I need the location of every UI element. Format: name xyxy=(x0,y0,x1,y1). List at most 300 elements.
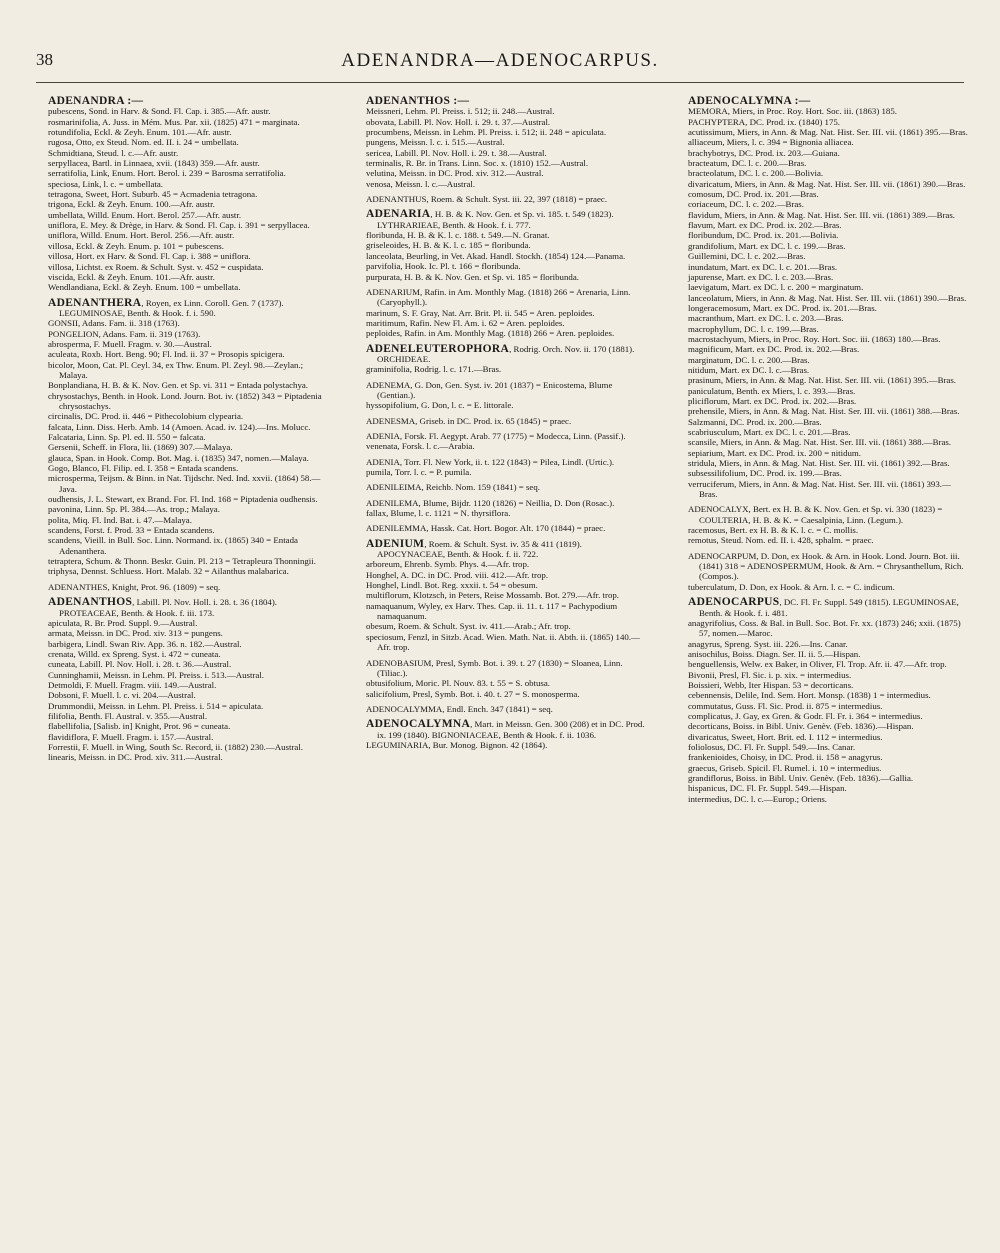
line-text: divaricatus, Sweet, Hort. Brit. ed. I. 112 = intermedius. xyxy=(688,731,883,742)
line-text: apiculata, R. Br. Prod. Suppl. 9.—Austral. xyxy=(48,617,198,628)
entry-line xyxy=(688,458,968,468)
line-text: inundatum, Mart. ex DC. l. c. 201.—Bras. xyxy=(688,261,838,272)
line-text: hispanicus, DC. Fl. Fr. Suppl. 549.—Hispan. xyxy=(688,783,847,794)
entry-line xyxy=(48,494,328,504)
line-text: griseleoides, H. B. & K. l. c. 185 = floribunda. xyxy=(366,240,531,251)
entry-line xyxy=(48,220,328,230)
line-text: falcata, Linn. Diss. Herb. Amb. 14 (Amoen. Acad. iv. 124).—Ins. Molucc. xyxy=(48,421,311,432)
entry-line xyxy=(688,313,968,323)
entry-line xyxy=(48,199,328,209)
line-text: Labill. Pl. Nov. Holl. i. 28. t. 36 (1804). PROTEACEAE, Benth. & Hook. f. iii. 173. xyxy=(59,597,278,618)
line-text: Meissneri, Lehm. Pl. Preiss. i. 512; ii. 248.—Austral. xyxy=(366,106,555,117)
line-text: uniflora, E. Mey. & Drège, in Harv. & Sond. Fl. Cap. i. 391 = serpyllacea. xyxy=(48,220,310,231)
line-text: lanceolatum, Miers, in Ann. & Mag. Nat. Hist. Ser. III. vii. (1861) 390.—Bras. xyxy=(688,292,967,303)
line-text: speciosum, Fenzl, in Sitzb. Acad. Wien. Math. Nat. ii. Abth. ii. (1865) 140.—Afr. trop. xyxy=(366,631,640,653)
line-text: intermedius, DC. l. c.—Europ.; Oriens. xyxy=(688,793,828,804)
entry-line xyxy=(48,262,328,272)
entry-line xyxy=(48,442,328,452)
line-text: parvifolia, Hook. Ic. Pl. t. 166 = floribunda. xyxy=(366,261,521,272)
line-text: aculeata, Roxb. Hort. Beng. 90; Fl. Ind. ii. 37 = Prosopis spicigera. xyxy=(48,349,285,360)
entry xyxy=(354,498,646,519)
entry-line xyxy=(366,508,646,518)
line-text: serratifolia, Link, Enum. Hort. Berol. i. 239 = Barosma serratifolia. xyxy=(48,168,286,179)
line-text: terminalis, R. Br. in Trans. Linn. Soc. x. (1810) 152.—Austral. xyxy=(366,158,589,169)
line-text: macrostachyum, Miers, in Proc. Roy. Hort. Soc. iii. (1863) 180.—Bras. xyxy=(688,333,941,344)
line-text: arboreum, Ehrenb. Symb. Phys. 4.—Afr. trop. xyxy=(366,559,530,570)
line-text: villosa, Hort. ex Harv. & Sond. Fl. Cap. i. 388 = uniflora. xyxy=(48,251,251,262)
entry-line xyxy=(48,732,328,742)
line-text: Gogo, Blanco, Fl. Filip. ed. I. 358 = Entada scandens. xyxy=(48,463,239,474)
entry-line xyxy=(688,582,968,592)
entry-line xyxy=(688,334,968,344)
line-text: marinum, S. F. Gray, Nat. Arr. Brit. Pl. ii. 545 = Aren. peploides. xyxy=(366,307,595,318)
entry-line: ADENARIA, H. B. & K. Nov. Gen. et Sp. vi. 185. t. 549 (1823). LYTHRARIEAE, Benth. & Hook. f. i. 777. xyxy=(366,208,614,230)
entry-line xyxy=(48,179,328,189)
entry-line xyxy=(366,364,646,374)
line-text: Guillemini, DC. l. c. 202.—Bras. xyxy=(688,251,806,262)
entry-line xyxy=(366,689,646,699)
entry-line xyxy=(48,453,328,463)
entry-line xyxy=(48,525,328,535)
line-text: ADENILEMA, Blume, Bijdr. 1120 (1826) = Neillia, D. Don (Rosac.). xyxy=(366,497,615,508)
line-text: Schmidtiana, Steud. l. c.—Afr. austr. xyxy=(48,147,179,158)
line-text: Boissieri, Webb, Iter Hispan. 53 = decorticans. xyxy=(688,679,854,690)
entry-line xyxy=(48,241,328,251)
line-text: flavidiflora, F. Muell. Fragm. i. 157.—Austral. xyxy=(48,731,214,742)
entry-line xyxy=(366,740,646,750)
entry-line xyxy=(48,391,328,412)
entry-line xyxy=(688,525,968,535)
entry-line xyxy=(688,210,968,220)
line-text: divaricatum, Miers, in Ann. & Mag. Nat. Hist. Ser. III. vii. (1861) 390.—Bras. xyxy=(688,178,966,189)
line-text: barbigera, Lindl. Swan Riv. App. 36. n. 182.—Austral. xyxy=(48,638,242,649)
line-text: macrophyllum, DC. l. c. 199.—Bras. xyxy=(688,323,819,334)
line-text: Honghel, Lindl. Bot. Reg. xxxii. t. 54 = obesum. xyxy=(366,580,538,591)
line-text: sericea, Labill. Pl. Nov. Holl. i. 29. t. 38.—Austral. xyxy=(366,147,547,158)
entry-line xyxy=(366,457,646,467)
entry-line xyxy=(688,618,968,639)
line-text: longeracemosum, Mart. ex DC. Prod. ix. 201.—Bras. xyxy=(688,302,877,313)
line-text: ADENANTHES, Knight, Prot. 96. (1809) = seq. xyxy=(48,581,221,592)
line-text: velutina, Meissn. in DC. Prod. xiv. 312.—Austral. xyxy=(366,168,544,179)
entry xyxy=(354,380,646,411)
entry-line xyxy=(688,168,968,178)
line-text: pubescens, Sond. in Harv. & Sond. Fl. Cap. i. 385.—Afr. austr. xyxy=(48,106,271,117)
line-text: polita, Miq. Fl. Ind. Bat. i. 47.—Malaya. xyxy=(48,514,192,525)
entry-line xyxy=(688,551,968,582)
entry-line xyxy=(366,272,646,282)
entry-line xyxy=(366,523,646,533)
entry-line xyxy=(366,441,646,451)
line-text: racemosus, Bert. ex H. B. & K. l. c. = C. mollis. xyxy=(688,525,859,536)
line-text: uniflora, Willd. Enum. Hort. Berol. 256.—Afr. austr. xyxy=(48,230,235,241)
line-text: namaquanum, Wyley, ex Harv. Thes. Cap. ii. 11. t. 117 = Pachypodium namaquanum. xyxy=(366,600,618,622)
line-text: floribunda, H. B. & K. l. c. 188. t. 549.—N. Granat. xyxy=(366,230,550,241)
line-text: ADENOCALYX, Bert. ex H. B. & K. Nov. Gen. et Sp. vi. 330 (1823) = COULTERIA, H. B. & K. = Caesalpinia, Linn. (Legum.). xyxy=(688,504,943,525)
entry-line xyxy=(366,230,646,240)
entry-line xyxy=(48,422,328,432)
line-text: Cunninghamii, Meissn. in Lehm. Pl. Preiss. i. 513.—Austral. xyxy=(48,669,264,680)
entry-line xyxy=(366,127,646,137)
line-text: Gersenii, Scheff. in Flora, lii. (1869) 307.—Malaya. xyxy=(48,442,233,453)
line-text: bracteatum, DC. l. c. 200.—Bras. xyxy=(688,158,807,169)
line-text: benguellensis, Welw. ex Baker, in Oliver, Fl. Trop. Afr. ii. 47.—Afr. trop. xyxy=(688,659,947,670)
line-text: ADENIA, Torr. Fl. New York, ii. t. 122 (1843) = Pilea, Lindl. (Urtic.). xyxy=(366,456,615,467)
line-text: magnificum, Mart. ex DC. Prod. ix. 202.—Bras. xyxy=(688,344,860,355)
line-text: purpurata, H. B. & K. Nov. Gen. et Sp. vi. 185 = floribunda. xyxy=(366,271,579,282)
entry-line xyxy=(688,272,968,282)
headword: ADENOCALYMNA :— xyxy=(688,95,811,107)
entry-line xyxy=(48,721,328,731)
entry-line xyxy=(48,411,328,421)
entry-line xyxy=(688,251,968,261)
line-text: oudhensis, J. L. Stewart, ex Brand. For. Fl. Ind. 168 = Piptadenia oudhensis. xyxy=(48,494,318,505)
entry-line xyxy=(48,504,328,514)
entry-line xyxy=(688,199,968,209)
line-text: procumbens, Meissn. in Lehm. Pl. Preiss. i. 512; ii. 248 = apiculata. xyxy=(366,127,607,138)
entry-line xyxy=(688,375,968,385)
line-text: pungens, Meissn. l. c. i. 515.—Austral. xyxy=(366,137,505,148)
header-rule xyxy=(36,82,964,83)
entry-line xyxy=(48,659,328,669)
line-text: cuneata, Labill. Pl. Nov. Holl. i. 28. t. 36.—Austral. xyxy=(48,659,232,670)
line-text: ADENILEIMA, Reichb. Nom. 159 (1841) = seq. xyxy=(366,482,540,493)
entry-line xyxy=(366,287,646,308)
entry-line xyxy=(688,396,968,406)
entry-line xyxy=(688,179,968,189)
entry-line xyxy=(688,324,968,334)
line-text: acutissimum, Miers, in Ann. & Mag. Nat. Hist. Ser. III. vii. (1861) 395.—Bras. xyxy=(688,127,968,138)
line-text: Forrestii, F. Muell. in Wing, South Sc. Record, ii. (1882) 230.—Austral. xyxy=(48,741,303,752)
line-text: frankenioides, Choisy, in DC. Prod. ii. 158 = anagyrus. xyxy=(688,752,883,763)
line-text: microsperma, Teijsm. & Binn. in Nat. Tijdschr. Ned. Ind. xxvii. (1864) 58.—Java. xyxy=(48,473,321,494)
entry-line xyxy=(366,96,646,106)
entry-line xyxy=(688,365,968,375)
entry-line xyxy=(366,318,646,328)
entry-line xyxy=(48,127,328,137)
entry-line xyxy=(688,659,968,669)
line-text: rugosa, Otto, ex Steud. Nom. ed. II. i. 24 = umbellata. xyxy=(48,137,239,148)
entry-line xyxy=(48,282,328,292)
entry-line xyxy=(366,117,646,127)
line-text: foliolosus, DC. Fl. Fr. Suppl. 549.—Ins. Canar. xyxy=(688,741,856,752)
entry xyxy=(676,597,968,804)
entry-line xyxy=(366,328,646,338)
entry-line xyxy=(688,690,968,700)
line-text: peploides, Rafin. in Am. Monthly Mag. (1818) 266 = Aren. peploides. xyxy=(366,328,615,339)
running-title: ADENANDRA—ADENOCARPUS. xyxy=(341,50,659,71)
entry-line: ADENOCALYMNA, Mart. in Meissn. Gen. 300 (208) et in DC. Prod. ix. 199 (1840). BIGNONIACEAE, Benth & Hook. f. ii. 1036. xyxy=(366,718,645,740)
headword: ADENANDRA :— xyxy=(48,95,144,107)
entry-line xyxy=(688,189,968,199)
line-text: ADENOBASIUM, Presl, Symb. Bot. i. 39. t. 27 (1830) = Sloanea, Linn. (Tiliac.). xyxy=(366,657,623,678)
entry-line xyxy=(48,582,328,592)
entry-line xyxy=(688,752,968,762)
line-text: flavum, Mart. ex DC. Prod. ix. 202.—Bras. xyxy=(688,220,842,231)
entry-line xyxy=(688,106,968,116)
line-text: multiflorum, Klotzsch, in Peters, Reise Mossamb. Bot. 279.—Afr. trop. xyxy=(366,590,620,601)
line-text: tetraptera, Schum. & Thonn. Beskr. Guin. Pl. 213 = Tetrapleura Thonningii. xyxy=(48,556,316,567)
entry xyxy=(354,457,646,478)
line-text: viscida, Eckl. & Zeyh. Enum. 101.—Afr. austr. xyxy=(48,271,215,282)
entry xyxy=(676,551,968,592)
headword: ADENANTHOS :— xyxy=(366,95,470,107)
entry-line: ADENANTHOS, Labill. Pl. Nov. Holl. i. 28. t. 36 (1804). PROTEACEAE, Benth. & Hook. f. iii. 173. xyxy=(48,596,278,618)
entry-line xyxy=(48,752,328,762)
entry-line xyxy=(366,106,646,116)
entry-line xyxy=(48,463,328,473)
entry-line xyxy=(48,329,328,339)
entry-line xyxy=(688,303,968,313)
line-text: Bonplandiana, H. B. & K. Nov. Gen. et Sp. vi. 311 = Entada polystachya. xyxy=(48,380,309,391)
entry xyxy=(354,416,646,426)
entry-line xyxy=(366,240,646,250)
entry-line xyxy=(366,179,646,189)
entry-line xyxy=(688,479,968,500)
line-text: H. B. & K. Nov. Gen. et Sp. vi. 185. t. 549 (1823). LYTHRARIEAE, Benth. & Hook. f. i. 777. xyxy=(377,209,614,230)
line-text: linearis, Meissn. in DC. Prod. xiv. 311.—Austral. xyxy=(48,752,223,763)
entry-line xyxy=(688,468,968,478)
entry-line xyxy=(48,639,328,649)
entry-line xyxy=(48,230,328,240)
line-text: scabriusculum, Mart. ex DC. l. c. 201.—Bras. xyxy=(688,427,851,437)
line-text: obtusifolium, Moric. Pl. Nouv. 83. t. 55 = S. obtusa. xyxy=(366,678,550,689)
entry-line xyxy=(688,783,968,793)
entry xyxy=(354,482,646,492)
line-text: grandiflorus, Boiss. in Bibl. Univ. Genèv. (Feb. 1836).—Gallia. xyxy=(688,773,914,783)
entry-line xyxy=(688,639,968,649)
line-text: maritimum, Rafin. New Fl. Am. i. 62 = Aren. peploides. xyxy=(366,317,565,328)
entry-line xyxy=(366,590,646,600)
line-text: Falcataria, Linn. Sp. Pl. ed. II. 550 = falcata. xyxy=(48,432,206,442)
line-text: prehensile, Miers, in Ann. & Mag. Nat. Hist. Ser. III. vii. (1861) 388.—Bras. xyxy=(688,406,960,417)
entry xyxy=(354,287,646,339)
page-number: 38 xyxy=(36,50,53,69)
entry-line xyxy=(366,308,646,318)
line-text: bracteolatum, DC. l. c. 200.—Bolivia. xyxy=(688,168,824,179)
entry xyxy=(354,523,646,533)
line-text: complicatus, J. Gay, ex Gren. & Godr. Fl. Fr. i. 364 = intermedius. xyxy=(688,710,923,721)
line-text: graminifolia, Rodrig. l. c. 171.—Bras. xyxy=(366,364,502,375)
entry-line xyxy=(688,355,968,365)
entry-line xyxy=(366,570,646,580)
line-text: stridula, Miers, in Ann. & Mag. Nat. Hist. Ser. III. vii. (1861) 392.—Bras. xyxy=(688,458,950,469)
entry-line xyxy=(366,194,646,204)
line-text: flabellifolia, [Salisb. in] Knight, Prot. 96 = cuneata. xyxy=(48,721,231,732)
headword: ADENANTHOS xyxy=(48,596,133,609)
column-right xyxy=(676,96,968,809)
entry-line xyxy=(48,670,328,680)
entry xyxy=(36,298,328,577)
entry-line xyxy=(688,742,968,752)
entry-line xyxy=(688,293,968,303)
entry-line xyxy=(688,137,968,147)
entry-line xyxy=(48,148,328,158)
line-text: Royen, ex Linn. Coroll. Gen. 7 (1737). LEGUMINOSAE, Benth. & Hook. f. i. 590. xyxy=(59,297,284,318)
line-text: anagyrus, Spreng. Syst. iii. 226.—Ins. Canar. xyxy=(688,638,848,649)
entry-line xyxy=(366,632,646,653)
line-text: floribundum, DC. Prod. ix. 201.—Bolivia. xyxy=(688,230,839,241)
entry-line xyxy=(688,220,968,230)
entry-line xyxy=(48,210,328,220)
entry-line xyxy=(366,498,646,508)
entry-line xyxy=(48,189,328,199)
entry-line xyxy=(48,515,328,525)
entry-line xyxy=(688,148,968,158)
entry xyxy=(36,597,328,763)
line-text: nitidum, Mart. ex DC. l. c.—Bras. xyxy=(688,364,810,375)
entry-line xyxy=(48,251,328,261)
line-text: Dobsoni, F. Muell. l. c. vi. 204.—Austral. xyxy=(48,690,196,701)
headword: ADENANTHERA xyxy=(48,296,142,309)
line-text: Roem. & Schult. Syst. iv. 35 & 411 (1819). APOCYNACEAE, Benth. & Hook. f. ii. 722. xyxy=(377,538,582,560)
line-text: Honghel, A. DC. in DC. Prod. viii. 412.—Afr. trop. xyxy=(366,569,549,580)
entry-line xyxy=(366,380,646,401)
line-text: hyssopifolium, G. Don, l. c. = E. littorale. xyxy=(366,400,514,411)
line-text: prasinum, Miers, in Ann. & Mag. Nat. Hist. Ser. III. vii. (1861) 395.—Bras. xyxy=(688,375,956,386)
entry-line xyxy=(688,96,968,106)
entry-line xyxy=(48,349,328,359)
line-text: ADENOCARPUM, D. Don, ex Hook. & Arn. in Hook. Lond. Journ. Bot. iii. (1841) 318 = ADENOSPERMUM, Hook. & Arn. = Chrysanthellum, Rich. (Compos.). xyxy=(688,550,964,582)
entry-line xyxy=(48,117,328,127)
entry xyxy=(676,96,968,499)
entry-line xyxy=(366,621,646,631)
line-text: lanceolata, Beurling, in Vet. Akad. Handl. Stockh. (1854) 124.—Panama. xyxy=(366,250,626,261)
entry-line xyxy=(366,148,646,158)
entry-line xyxy=(48,432,328,442)
entry-line xyxy=(48,742,328,752)
entry-line xyxy=(688,711,968,721)
entry xyxy=(36,96,328,293)
entry-line xyxy=(48,711,328,721)
line-text: anisochilus, Boiss. Diagn. Ser. II. ii. 5.—Hispan. xyxy=(688,648,861,659)
entry-line xyxy=(48,272,328,282)
headword: ADENOCALYMNA xyxy=(366,718,471,731)
line-text: crenata, Willd. ex Spreng. Syst. i. 472 = cuneata. xyxy=(48,648,221,659)
line-text: speciosa, Link, l. c. = umbellata. xyxy=(48,178,164,189)
entry-line xyxy=(688,230,968,240)
entry-line xyxy=(688,773,968,783)
entry-line xyxy=(688,344,968,354)
line-text: laevigatum, Mart. ex DC. l. c. 200 = marginatum. xyxy=(688,282,864,293)
entry-line xyxy=(366,431,646,441)
line-text: MEMORA, Miers, in Proc. Roy. Hort. Soc. iii. (1863) 185. xyxy=(688,106,897,117)
line-text: LEGUMINARIA, Bur. Monog. Bignon. 42 (1864). xyxy=(366,739,548,750)
line-text: ADENILEMMA, Hassk. Cat. Hort. Bogor. Alt. 170 (1844) = praec. xyxy=(366,523,606,534)
line-text: remotus, Steud. Nom. ed. II. i. 428, sphalm. = praec. xyxy=(688,535,874,546)
entry-line xyxy=(366,704,646,714)
entry-line xyxy=(48,649,328,659)
entry-line xyxy=(366,158,646,168)
line-text: graecus, Griseb. Spicil. Fl. Rumel. i. 10 = intermedius. xyxy=(688,762,882,773)
entry-line xyxy=(688,504,968,525)
line-text: GONSII, Adans. Fam. ii. 318 (1763). xyxy=(48,318,180,329)
entry-line xyxy=(48,137,328,147)
entry-line xyxy=(688,721,968,731)
line-text: anagyrifolius, Coss. & Bal. in Bull. Soc. Bot. Fr. xx. (1873) 246; xxii. (1875) 57, nomen.—Maroc. xyxy=(688,617,961,639)
entry-line xyxy=(366,168,646,178)
entry-line xyxy=(48,360,328,381)
entry-line xyxy=(688,427,968,437)
entry xyxy=(354,344,646,375)
line-text: rosmarinifolia, A. Juss. in Mém. Mus. Par. xii. (1825) 471 = marginata. xyxy=(48,116,300,127)
entry-line xyxy=(366,251,646,261)
line-text: Salzmanni, DC. Prod. ix. 200.—Bras. xyxy=(688,416,822,427)
line-text: trigona, Eckl. & Zeyh. Enum. 100.—Afr. austr. xyxy=(48,199,215,210)
entry-line xyxy=(48,339,328,349)
line-text: Detmoldi, F. Muell. Fragm. viii. 149.—Austral. xyxy=(48,679,217,690)
entry-line xyxy=(366,658,646,679)
headword: ADENOCARPUS xyxy=(688,596,780,609)
line-text: flavidum, Miers, in Ann. & Mag. Nat. Hist. Ser. III. vii. (1861) 389.—Bras. xyxy=(688,209,956,220)
entry-line xyxy=(48,318,328,328)
entry-line xyxy=(48,556,328,566)
entry-line xyxy=(366,559,646,569)
entry-line xyxy=(688,535,968,545)
entry-line xyxy=(48,680,328,690)
entry-line xyxy=(48,566,328,576)
entry-line xyxy=(688,794,968,804)
entry-line xyxy=(48,473,328,494)
entry-line xyxy=(48,628,328,638)
entry-line xyxy=(48,535,328,556)
line-text: tuberculatum, D. Don, ex Hook. & Arn. l. c. = C. indicum. xyxy=(688,581,895,592)
line-text: villosa, Eckl. & Zeyh. Enum. p. 101 = pubescens. xyxy=(48,240,224,251)
line-text: marginatum, DC. l. c. 200.—Bras. xyxy=(688,354,810,365)
entry-line xyxy=(366,261,646,271)
line-text: Bivonii, Presl, Fl. Sic. i. p. xix. = intermedius. xyxy=(688,669,852,680)
entry-line xyxy=(48,701,328,711)
line-text: PONGELION, Adans. Fam. ii. 319 (1763). xyxy=(48,328,201,339)
line-text: DC. Fl. Fr. Suppl. 549 (1815). LEGUMINOSAE, Benth. & Hook. f. i. 481. xyxy=(699,597,959,618)
entry-line: ADENIUM, Roem. & Schult. Syst. iv. 35 & 411 (1819). APOCYNACEAE, Benth. & Hook. f. ii. 722. xyxy=(366,537,582,560)
line-text: alliaceum, Miers, l. c. 394 = Bignonia alliacea. xyxy=(688,137,854,148)
entry-line xyxy=(688,680,968,690)
entry-line: ADENOCARPUS, DC. Fl. Fr. Suppl. 549 (1815). LEGUMINOSAE, Benth. & Hook. f. i. 481. xyxy=(688,596,959,618)
entry-line xyxy=(366,467,646,477)
entry-line xyxy=(688,701,968,711)
line-text: scandens, Vieill. in Bull. Soc. Linn. Normand. ix. (1865) 340 = Entada Adenanthera. xyxy=(48,535,298,556)
line-text: pliciflorum, Mart. ex DC. Prod. ix. 202.—Bras. xyxy=(688,395,857,406)
entry-line xyxy=(688,262,968,272)
entry-line: ADENANTHERA, Royen, ex Linn. Coroll. Gen. 7 (1737). LEGUMINOSAE, Benth. & Hook. f. i. 590. xyxy=(48,296,284,318)
line-text: villosa, Lichtst. ex Roem. & Schult. Syst. v. 452 = cuspidata. xyxy=(48,261,264,272)
entry-line xyxy=(688,127,968,137)
entry-line xyxy=(688,732,968,742)
line-text: glauca, Span. in Hook. Comp. Bot. Mag. i. (1835) 347, nomen.—Malaya. xyxy=(48,452,309,463)
line-text: rotundifolia, Eckl. & Zeyh. Enum. 101.—Afr. austr. xyxy=(48,127,232,138)
column-middle xyxy=(354,96,646,755)
line-text: japurense, Mart. ex DC. l. c. 203.—Bras. xyxy=(688,271,834,282)
line-text: sepiarium, Mart. ex DC. Prod. ix. 200 = nitidum. xyxy=(688,447,862,458)
entry-line xyxy=(688,386,968,396)
entry-line xyxy=(366,601,646,622)
entry-line xyxy=(688,670,968,680)
entry-line: ADENELEUTEROPHORA, Rodrig. Orch. Nov. ii. 170 (1881). ORCHIDEAE. xyxy=(366,342,635,364)
line-text: pumila, Torr. l. c. = P. pumila. xyxy=(366,467,472,477)
entry xyxy=(354,704,646,714)
entry-line xyxy=(48,106,328,116)
line-text: venosa, Meissn. l. c.—Austral. xyxy=(366,178,476,189)
entry-line xyxy=(688,763,968,773)
entry-line xyxy=(48,690,328,700)
entry-line xyxy=(688,282,968,292)
line-text: ADENARIUM, Rafin. in Am. Monthly Mag. (1818) 266 = Arenaria, Linn. (Caryophyll.). xyxy=(366,286,631,308)
line-text: Drummondii, Meissn. in Lehm. Pl. Preiss. i. 514 = apiculata. xyxy=(48,700,264,711)
line-text: umbellata, Willd. Enum. Hort. Berol. 257.—Afr. austr. xyxy=(48,209,242,220)
entry-line xyxy=(366,400,646,410)
entry xyxy=(354,539,646,653)
